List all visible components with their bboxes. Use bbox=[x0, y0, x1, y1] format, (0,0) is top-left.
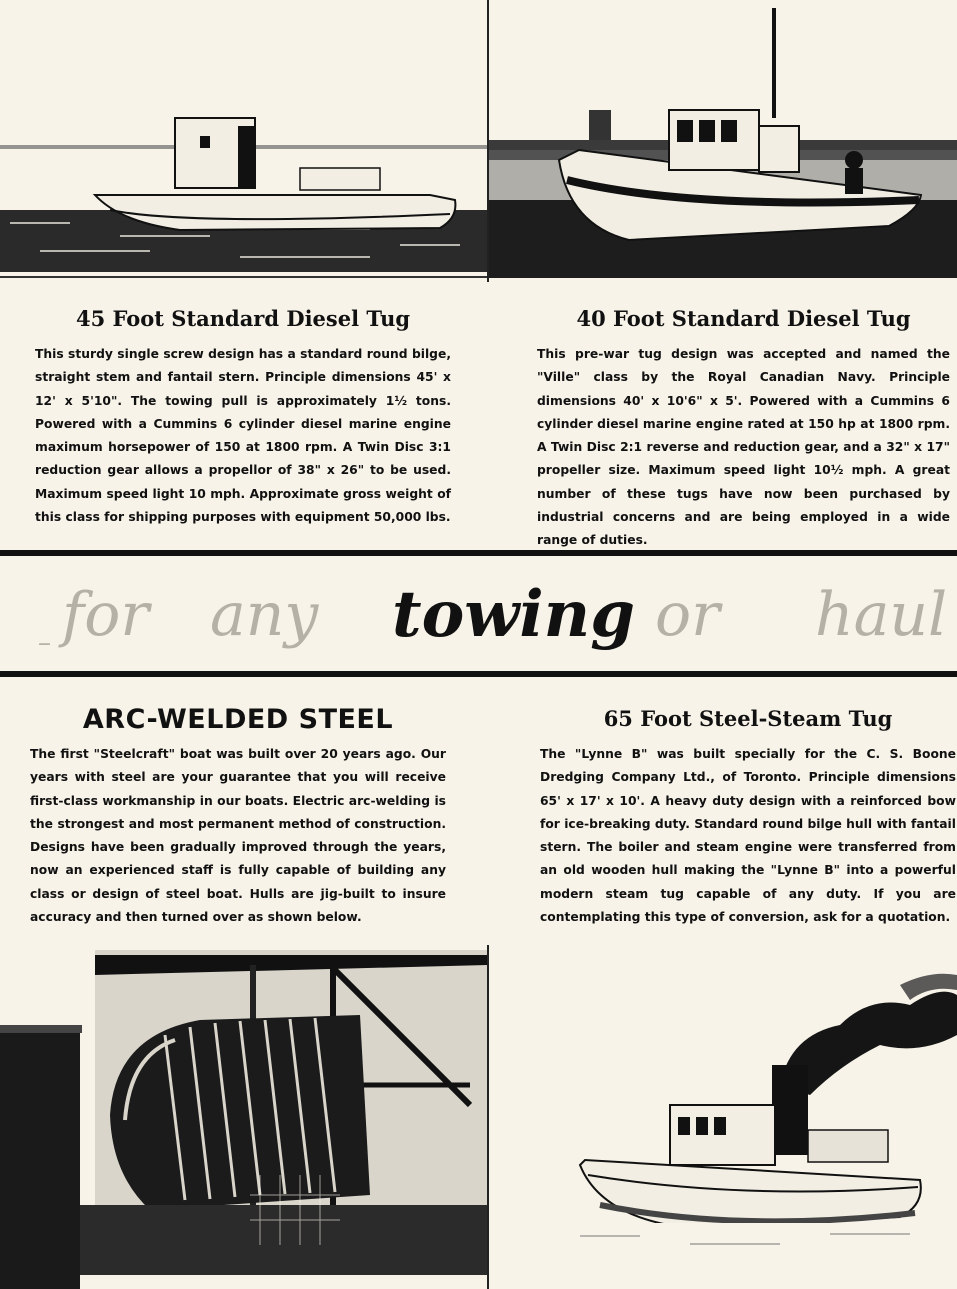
section-body: This sturdy single screw design has a standard round bilge, straight stem and fantail stern. Principle dimensions 45' x 12' x 5'10". The towing pull is approximately 1½ tons. Powered with a Cummins 6 cylinder diesel marine engine maximum horsepower of 150 at 1800 rpm. A Twin Disc 3:1 reduction gear allows a propellor of 38" x 26" to be used. Maximum speed light 10 mph. Approximate gross weight of this class for shipping purposes with equipment 50,000 lbs. bbox=[35, 347, 451, 525]
slogan-word: haul bbox=[815, 580, 948, 650]
photo-45-foot-tug bbox=[0, 0, 487, 282]
column-divider-bottom bbox=[487, 945, 489, 1289]
section-40-foot-tug bbox=[537, 306, 950, 553]
section-65-foot-steam-tug bbox=[540, 706, 956, 929]
slogan-word: for bbox=[62, 580, 150, 650]
slogan-emphasis-word: towing bbox=[392, 577, 635, 652]
section-title: ARC-WELDED STEEL bbox=[82, 704, 394, 735]
photo-hull-construction bbox=[0, 945, 487, 1289]
banner-rule-bottom bbox=[0, 671, 957, 677]
slogan-word: or bbox=[655, 580, 720, 650]
column-divider-top bbox=[487, 0, 489, 282]
banner-rule-top bbox=[0, 550, 957, 556]
photo-steam-tug-lynne-b bbox=[540, 965, 957, 1275]
slogan-dash: – bbox=[38, 628, 51, 658]
section-arc-welded-steel bbox=[30, 704, 446, 929]
section-body: The first "Steelcraft" boat was built over 20 years ago. Our years with steel are your guarantee that you will receive first-class workmanship in our boats. Electric arc-welding is the strongest and most permanent method of construction. Designs have been gradually improved through the years, now an experienced staff is fully capable of building any class or design of steel boat. Hulls are jig-built to insure accuracy and then turned over as shown below. bbox=[30, 747, 446, 925]
photo-40-foot-tug bbox=[489, 0, 957, 282]
slogan-word: any bbox=[210, 580, 319, 650]
section-title: 40 Foot Standard Diesel Tug bbox=[576, 306, 911, 331]
section-title: 65 Foot Steel-Steam Tug bbox=[603, 706, 893, 731]
section-body: The "Lynne B" was built specially for the C. S. Boone Dredging Company Ltd., of Toronto. Principle dimensions 65' x 17' x 10'. A heavy duty design with a reinforced bow for ice-breaking duty. Standard round bilge hull with fantail stern. The boiler and steam engine were transferred from an old wooden hull making the "Lynne B" into a powerful modern steam tug capable of any duty. If you are contemplating this type of conversion, ask for a quotation. bbox=[540, 747, 956, 925]
section-title: 45 Foot Standard Diesel Tug bbox=[75, 306, 411, 331]
section-45-foot-tug bbox=[35, 306, 451, 529]
slogan-banner bbox=[0, 563, 957, 668]
section-body: This pre-war tug design was accepted and named the "Ville" class by the Royal Canadian Navy. Principle dimensions 40' x 10'6" x 5'. Powered with a Cummins 6 cylinder diesel marine engine rated at 150 hp at 1800 rpm. A Twin Disc 2:1 reverse and reduction gear, and a 32" x 17" propeller size. Maximum speed light 10½ mph. A great number of these tugs have now been purchased by industrial concerns and are being employed in a wide range of duties. bbox=[537, 347, 950, 548]
